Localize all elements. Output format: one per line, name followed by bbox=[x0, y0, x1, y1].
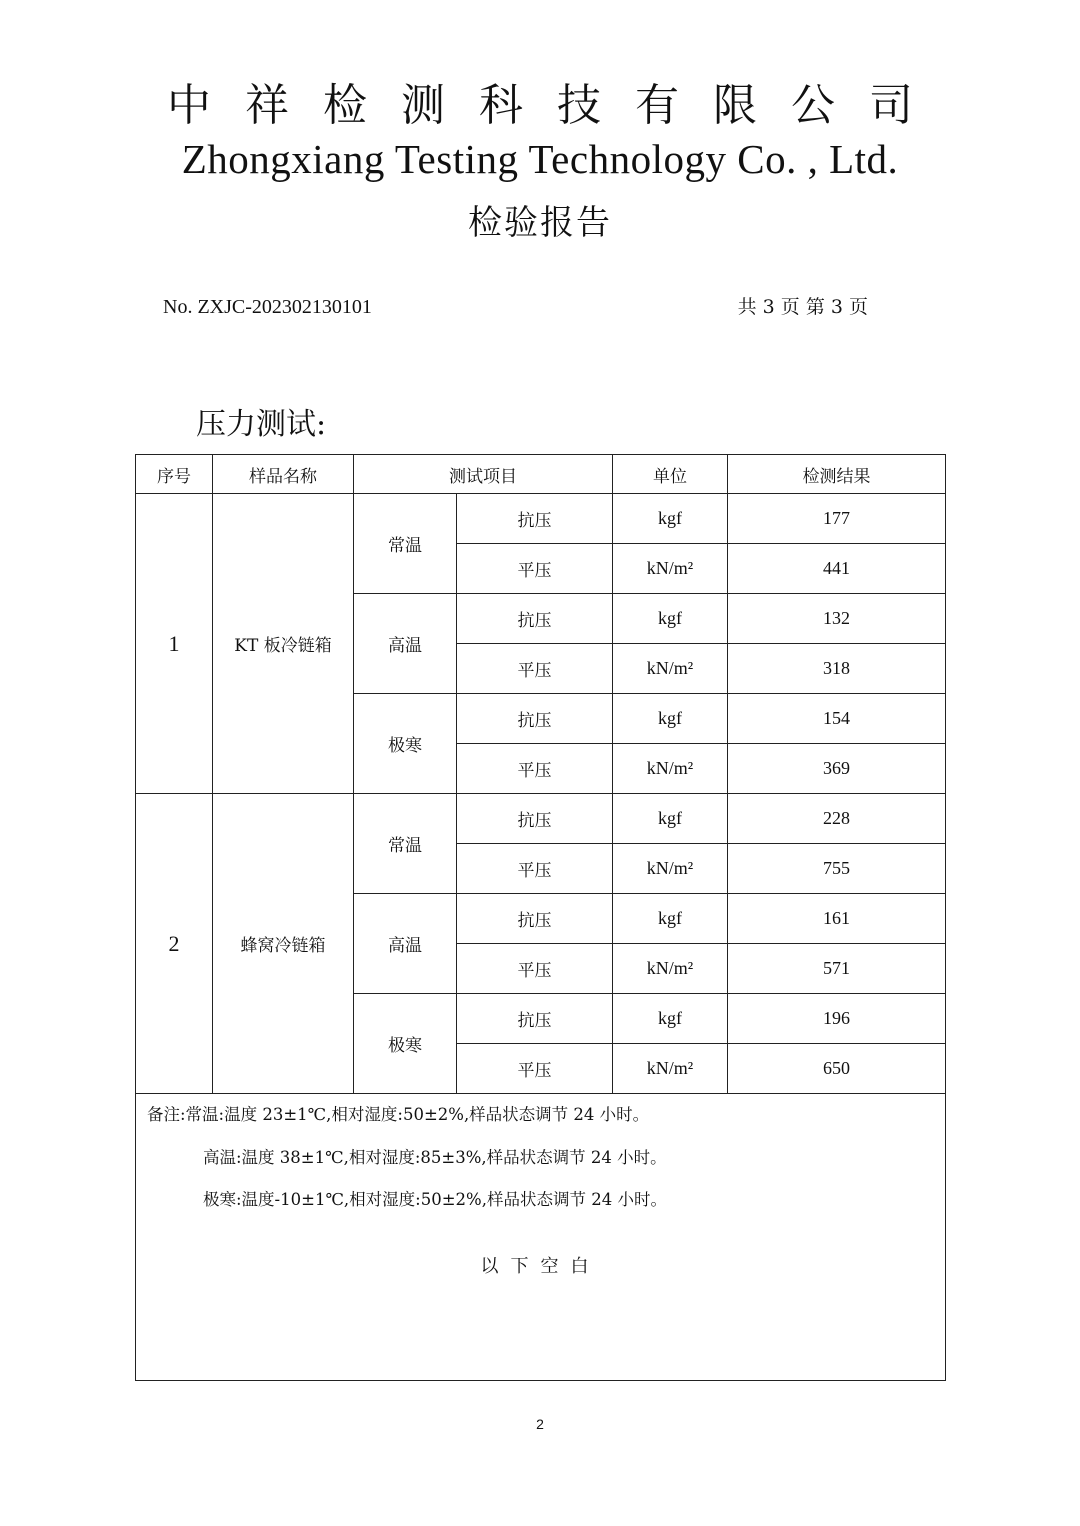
header-unit: 单位 bbox=[613, 455, 728, 494]
sample-name: 蜂窝冷链箱 bbox=[213, 794, 354, 1094]
header-test-item: 测试项目 bbox=[354, 455, 613, 494]
header-sample-name: 样品名称 bbox=[213, 455, 354, 494]
result-value: 441 bbox=[728, 544, 946, 594]
result-value: 177 bbox=[728, 494, 946, 544]
test-item: 抗压 bbox=[457, 894, 613, 944]
test-item: 抗压 bbox=[457, 694, 613, 744]
test-condition: 极寒 bbox=[354, 994, 457, 1094]
sample-name: KT 板冷链箱 bbox=[213, 494, 354, 794]
test-item: 抗压 bbox=[457, 794, 613, 844]
company-name-cn: 中祥检测科技有限公司 bbox=[167, 80, 947, 131]
results-table bbox=[135, 454, 946, 1381]
unit-cell: kgf bbox=[613, 494, 728, 544]
result-value: 755 bbox=[728, 844, 946, 894]
table-row bbox=[136, 794, 946, 844]
test-condition: 常温 bbox=[354, 494, 457, 594]
test-item: 平压 bbox=[457, 544, 613, 594]
unit-cell: kN/m² bbox=[613, 944, 728, 994]
result-value: 571 bbox=[728, 944, 946, 994]
test-item: 平压 bbox=[457, 844, 613, 894]
result-value: 228 bbox=[728, 794, 946, 844]
unit-cell: kgf bbox=[613, 694, 728, 744]
note-line-high-temp: 高温:温度 38±1℃,相对湿度:85±3%,样品状态调节 24 小时。 bbox=[203, 1148, 667, 1167]
test-item: 抗压 bbox=[457, 494, 613, 544]
test-item: 平压 bbox=[457, 944, 613, 994]
test-item: 平压 bbox=[457, 744, 613, 794]
header-result: 检测结果 bbox=[728, 455, 946, 494]
unit-cell: kgf bbox=[613, 994, 728, 1044]
report-title: 检验报告 bbox=[468, 203, 612, 243]
sample-seq: 1 bbox=[136, 494, 213, 794]
page-number: 2 bbox=[536, 1416, 544, 1432]
test-condition: 高温 bbox=[354, 894, 457, 994]
result-value: 650 bbox=[728, 1044, 946, 1094]
result-value: 196 bbox=[728, 994, 946, 1044]
result-value: 318 bbox=[728, 644, 946, 694]
unit-cell: kgf bbox=[613, 894, 728, 944]
company-name-en: Zhongxiang Testing Technology Co. , Ltd. bbox=[181, 136, 899, 182]
test-condition: 高温 bbox=[354, 594, 457, 694]
unit-cell: kN/m² bbox=[613, 644, 728, 694]
test-condition: 极寒 bbox=[354, 694, 457, 794]
test-condition: 常温 bbox=[354, 794, 457, 894]
table-row bbox=[136, 494, 946, 544]
unit-cell: kN/m² bbox=[613, 1044, 728, 1094]
header-seq: 序号 bbox=[136, 455, 213, 494]
page-info: 共 3 页 第 3 页 bbox=[737, 296, 868, 318]
section-title: 压力测试: bbox=[196, 407, 327, 442]
note-line-extreme-cold: 极寒:温度-10±1℃,相对湿度:50±2%,样品状态调节 24 小时。 bbox=[203, 1190, 667, 1209]
result-value: 132 bbox=[728, 594, 946, 644]
test-item: 抗压 bbox=[457, 594, 613, 644]
notes-cell bbox=[136, 1094, 946, 1381]
unit-cell: kgf bbox=[613, 594, 728, 644]
test-item: 抗压 bbox=[457, 994, 613, 1044]
table-header-row bbox=[136, 455, 946, 494]
test-item: 平压 bbox=[457, 644, 613, 694]
sample-seq: 2 bbox=[136, 794, 213, 1094]
unit-cell: kN/m² bbox=[613, 844, 728, 894]
test-item: 平压 bbox=[457, 1044, 613, 1094]
notes-row bbox=[136, 1094, 946, 1381]
unit-cell: kN/m² bbox=[613, 744, 728, 794]
report-number: No. ZXJC-202302130101 bbox=[163, 296, 372, 318]
result-value: 154 bbox=[728, 694, 946, 744]
result-value: 369 bbox=[728, 744, 946, 794]
unit-cell: kgf bbox=[613, 794, 728, 844]
note-line-normal: 备注:常温:温度 23±1℃,相对湿度:50±2%,样品状态调节 24 小时。 bbox=[147, 1105, 650, 1124]
blank-below-mark: 以下空白 bbox=[480, 1256, 601, 1277]
result-value: 161 bbox=[728, 894, 946, 944]
unit-cell: kN/m² bbox=[613, 544, 728, 594]
